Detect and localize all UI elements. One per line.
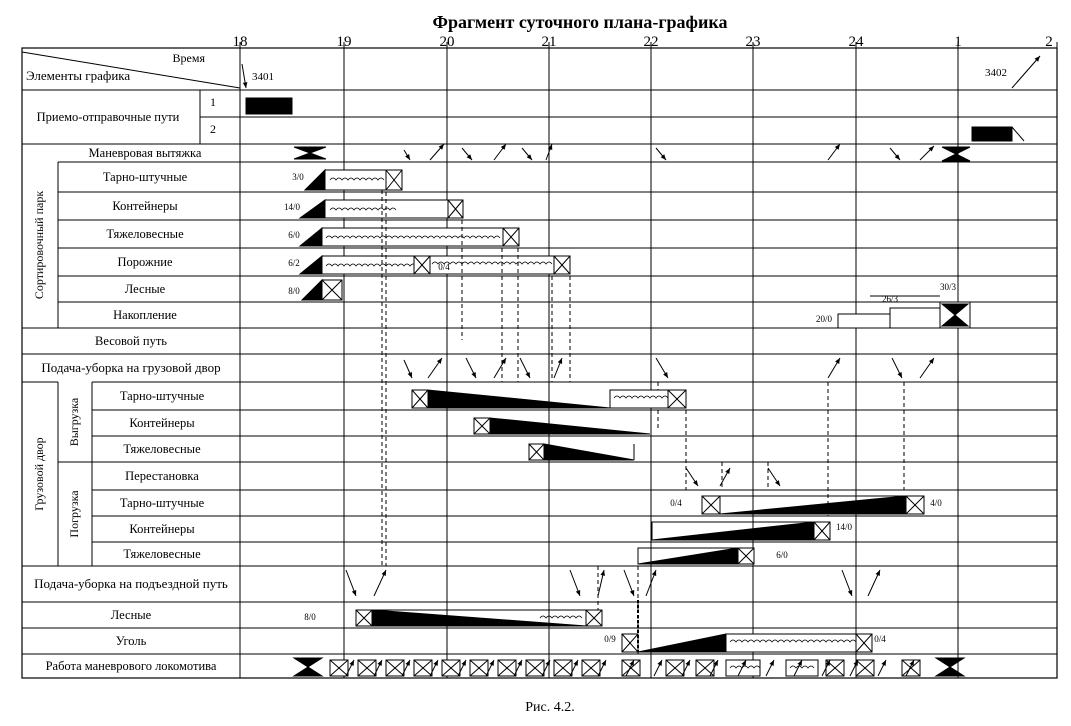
siding-coal-tail (726, 634, 856, 652)
loco-wave-box (726, 660, 760, 676)
hour-tick-label: 18 (232, 34, 248, 50)
accum-note-b: 26/3 (881, 294, 899, 304)
row-label-siding_coal: Уголь (115, 634, 147, 648)
hour-tick-label: 19 (336, 34, 352, 50)
load-piece-start-note: 0/4 (670, 498, 682, 508)
load-piece-wedge (720, 496, 906, 514)
sort-empty-mid-note: 0/4 (438, 262, 450, 272)
loco-bowtie-start (294, 658, 322, 676)
page-title: Фрагмент суточного плана-графика (432, 12, 728, 32)
time-header-label: Время (172, 51, 205, 65)
siding-feed-arrow-head (352, 590, 356, 596)
siding-timber-wedge (372, 610, 586, 626)
elements-header-label: Элементы графика (26, 68, 131, 83)
hour-tick-label: 22 (643, 34, 659, 50)
accum-note-c: 30/3 (939, 282, 957, 292)
unload-piece-wedge (428, 390, 610, 408)
accum-bar-a (838, 314, 890, 328)
shunting-arrow-head (835, 144, 840, 150)
hour-tick-label: 23 (745, 34, 761, 50)
row-label-load_heavy: Тяжеловесные (123, 547, 201, 561)
track2-occupancy (972, 127, 1012, 141)
siding-coal-start-note: 0/9 (604, 634, 616, 644)
track2-tail (1012, 127, 1024, 141)
load-containers-end-note: 14/0 (835, 522, 853, 532)
figure-caption: Рис. 4.2. (525, 700, 575, 715)
sort-heavy-note: 6/0 (288, 230, 300, 240)
group-label-unloading: Выгрузка (67, 397, 81, 447)
siding-feed-arrow-head (652, 570, 656, 576)
row-label-sort_timber: Лесные (124, 282, 166, 296)
row-label-siding_timber: Лесные (110, 608, 152, 622)
row-label-sort_piece: Тарно-штучные (102, 170, 188, 184)
train-departure-arrow (1012, 56, 1040, 88)
hour-tick-label: 21 (541, 34, 557, 50)
siding-feed-arrow-head (848, 590, 852, 596)
load-heavy-wedge (638, 548, 738, 564)
unload-heavy-wedge (544, 444, 634, 460)
row-label-load_piece: Тарно-штучные (119, 496, 205, 510)
row-label-unload_heavy: Тяжеловесные (123, 442, 201, 456)
row-label-unload_containers: Контейнеры (129, 416, 195, 430)
row-label-weighing: Весовой путь (95, 334, 167, 348)
group-label-sorting-park: Сортировочный парк (32, 190, 46, 300)
sort-piece-wedge (305, 170, 325, 190)
loco-bowtie-end (936, 658, 964, 676)
shunting-arrow-head (405, 154, 410, 160)
row-label-unload_piece: Тарно-штучные (119, 389, 205, 403)
row-label-load_rearrange: Перестановка (125, 469, 199, 483)
sort-heavy-wedge (300, 228, 322, 246)
row-label-sort_heavy: Тяжеловесные (106, 227, 184, 241)
sort-piece-bar (325, 170, 386, 190)
sort-containers-wedge (300, 200, 325, 218)
row-label-sort_containers: Контейнеры (112, 199, 178, 213)
accum-note-a: 20/0 (815, 314, 833, 324)
shunting-neck-bowtie-start (294, 147, 326, 159)
siding-timber-start-note: 8/0 (304, 612, 316, 622)
track1-occupancy (246, 98, 292, 114)
train-arrival-arrow-head (243, 82, 248, 88)
siding-feed-arrow-head (630, 590, 634, 596)
row-label-feed_siding: Подача-уборка на подъездной путь (34, 576, 228, 591)
row-label-receiving: Приемо-отправочные пути (36, 110, 180, 124)
hour-tick-label: 2 (1045, 34, 1053, 50)
group-label-freight-yard: Грузовой двор (32, 437, 46, 511)
train-number-3402: 3402 (985, 67, 1007, 79)
sort-timber-note: 8/0 (288, 286, 300, 296)
accum-bar-b (890, 308, 940, 328)
load-containers-wedge (652, 522, 814, 540)
track-2-label: 2 (210, 122, 216, 136)
yard-feed-arrow-head (663, 372, 668, 378)
unload-containers-wedge (490, 418, 650, 434)
siding-feed-arrow-head (576, 590, 580, 596)
row-label-sort_empty: Порожние (117, 255, 173, 269)
train-number-3401: 3401 (252, 71, 274, 83)
sort-empty-note: 6/2 (288, 258, 300, 268)
yard-feed-arrow-head (835, 358, 840, 364)
hour-tick-label: 24 (848, 34, 864, 50)
yard-feed-arrow-head (558, 358, 562, 364)
shunting-arrow-head (501, 144, 506, 150)
hour-tick-label: 20 (439, 34, 455, 50)
hour-tick-label: 1 (954, 34, 962, 50)
load-piece-end-note: 4/0 (930, 498, 942, 508)
track-1-label: 1 (210, 95, 216, 109)
yard-feed-arrow-head (437, 358, 442, 364)
rearrange-arrow-head (693, 480, 698, 486)
siding-feed-arrow-head (600, 570, 605, 576)
row-label-shunting_neck: Маневровая вытяжка (88, 146, 202, 160)
sort-timber-wedge (302, 280, 322, 300)
schedule-marks (242, 56, 1040, 676)
shunting-neck-bowtie-end (942, 147, 970, 161)
row-label-feed_yard: Подача-уборка на грузовой двор (41, 360, 221, 375)
row-label-loco_work: Работа маневрового локомотива (45, 659, 217, 673)
siding-coal-end-note: 0/4 (874, 634, 886, 644)
load-heavy-end-note: 6/0 (776, 550, 788, 560)
siding-timber-wave (540, 616, 582, 618)
sort-containers-note: 14/0 (283, 202, 301, 212)
unload-piece-tail (610, 390, 668, 408)
yard-feed-arrow-head (929, 358, 934, 364)
sort-piece-note: 3/0 (292, 172, 304, 182)
group-label-loading: Погрузка (67, 490, 81, 538)
sort-empty-wedge (300, 256, 322, 274)
row-label-sort_accum: Накопление (113, 308, 177, 322)
rearrange-arrow-head (775, 480, 780, 486)
row-label-load_containers: Контейнеры (129, 522, 195, 536)
